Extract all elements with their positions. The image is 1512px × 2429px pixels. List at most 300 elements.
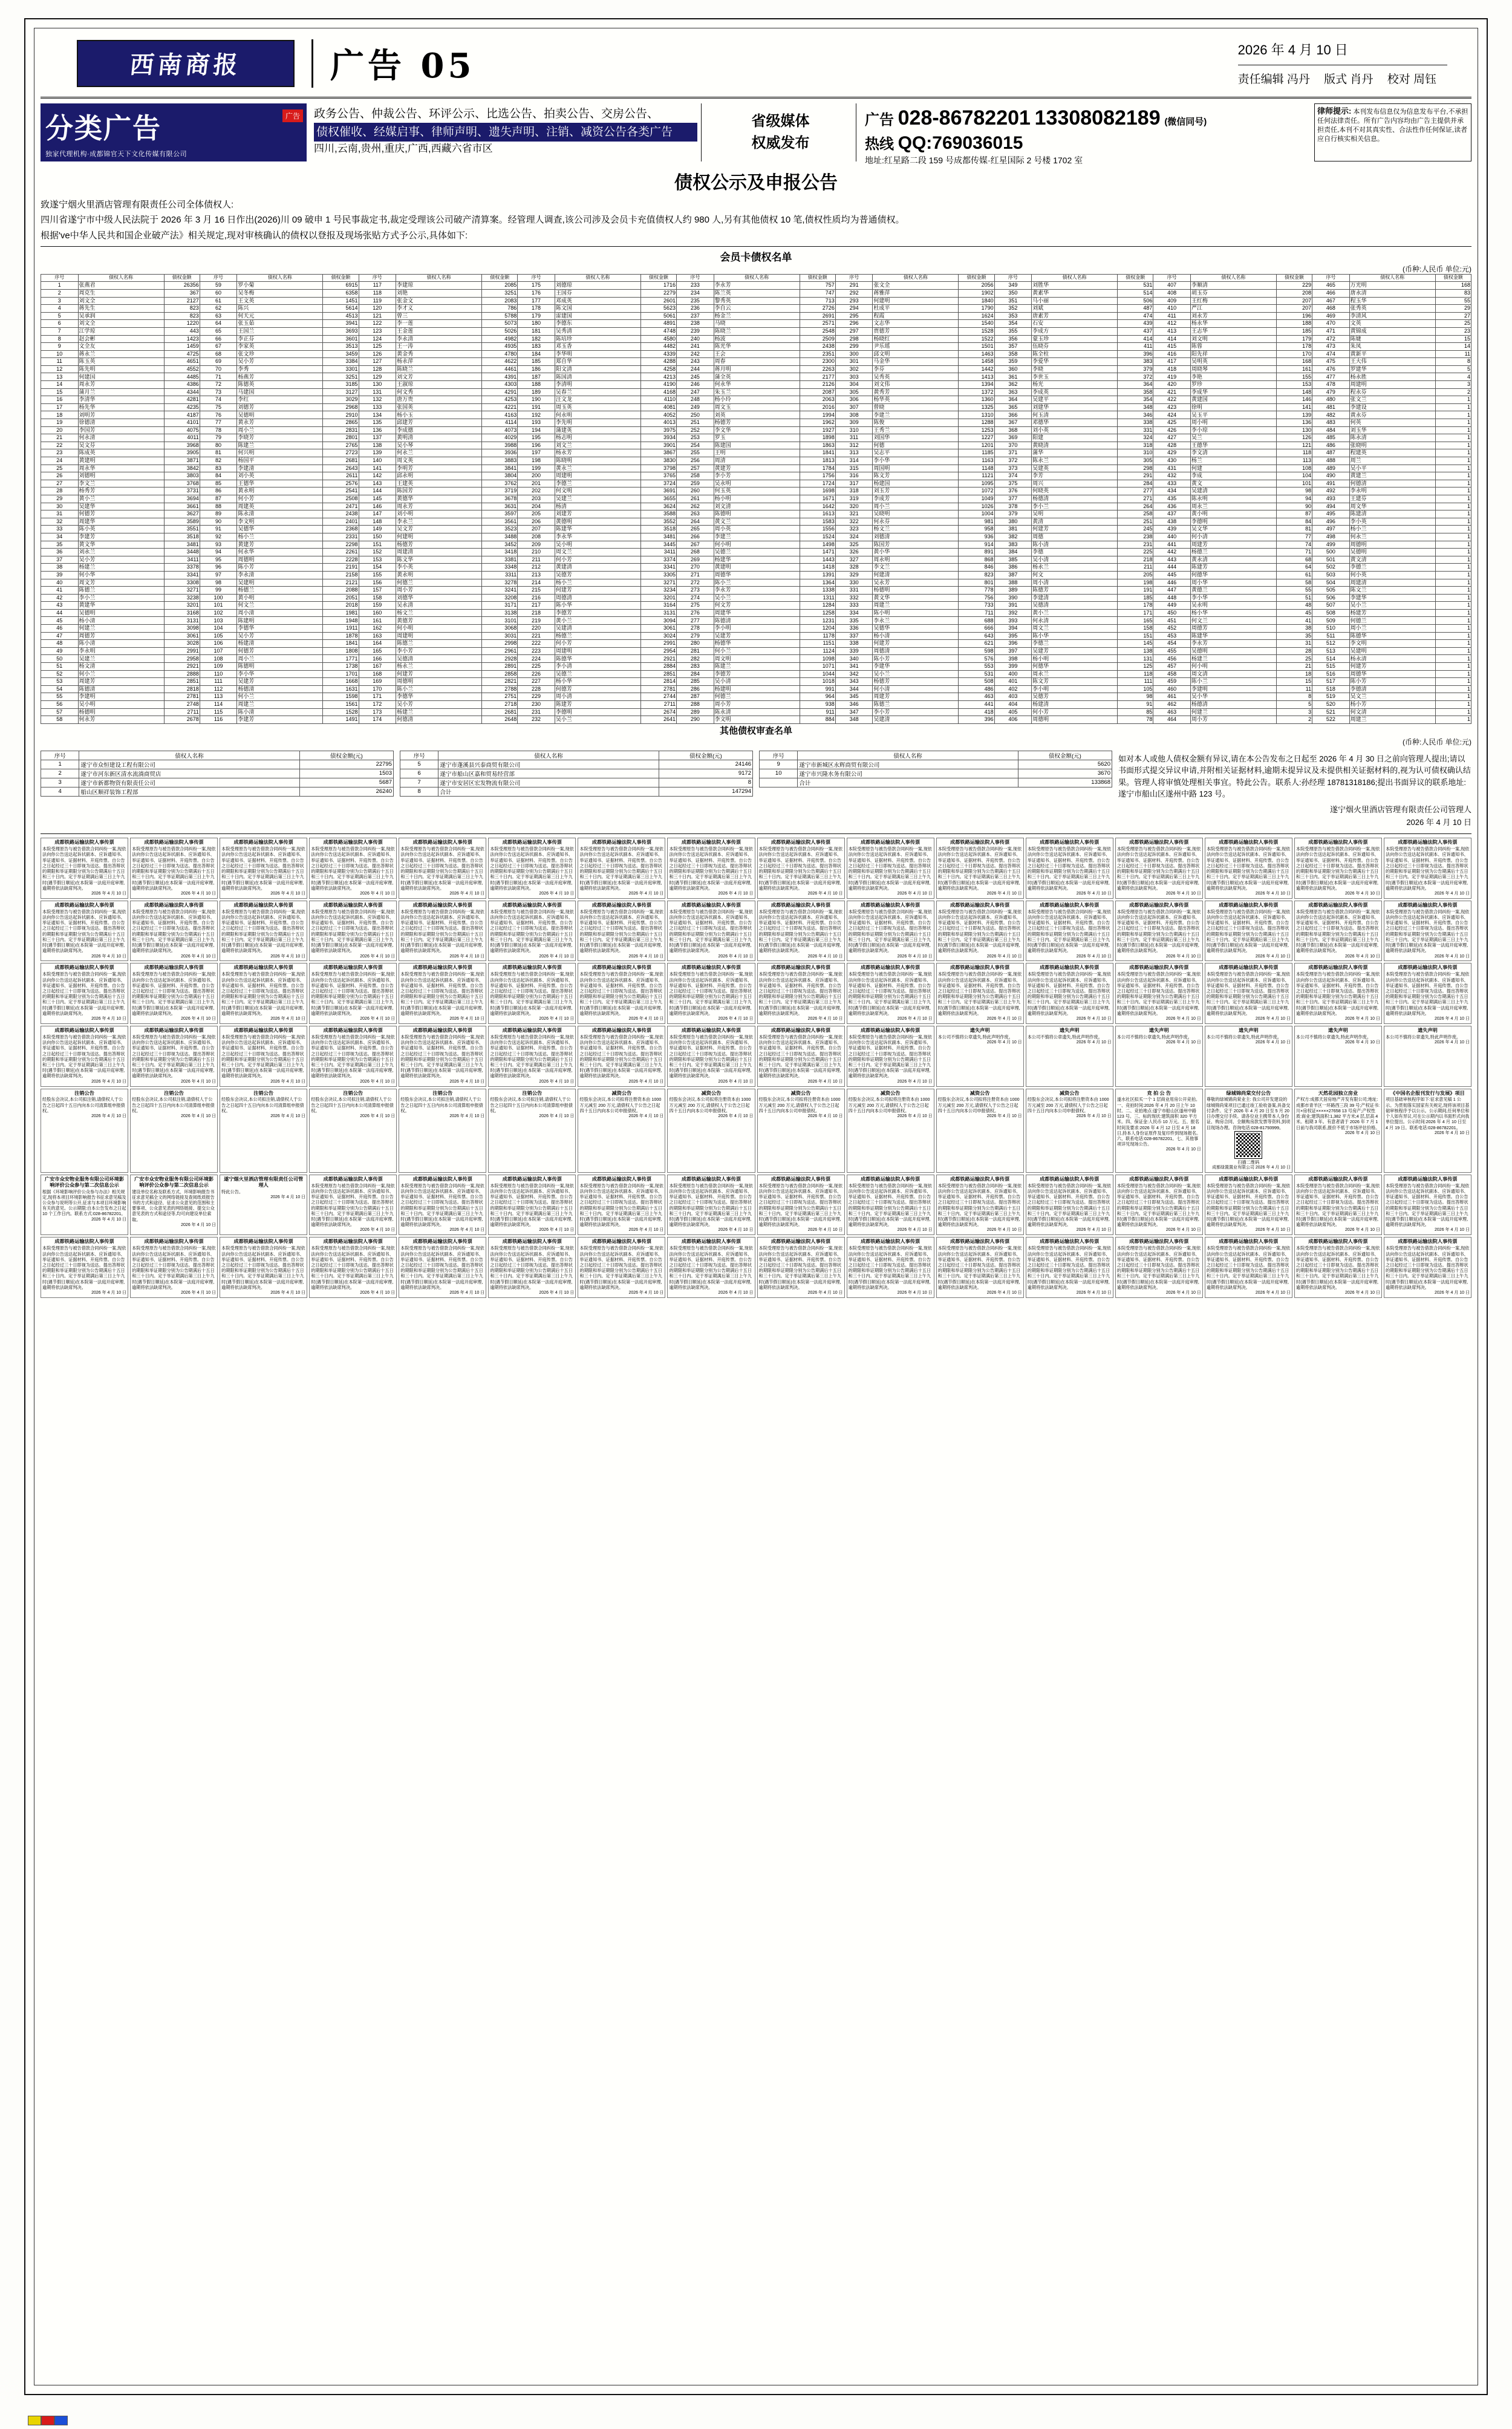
ad-title: 成都铁路运输法院人事传票 (1040, 902, 1100, 908)
table-cell: 265 (677, 526, 714, 533)
table-cell: 陈德明 (237, 663, 323, 671)
classified-ad-court-summons (41, 901, 128, 962)
table-row (400, 787, 753, 796)
ad-date: 2026 年 4 月 10 日 (1344, 1130, 1380, 1135)
classified-ad-court-summons (757, 901, 845, 962)
table-cell: 78 (1118, 716, 1153, 724)
table-cell: 陈文华 (396, 556, 482, 564)
table-cell: 288 (677, 701, 714, 709)
table-cell: 396 (994, 640, 1032, 648)
table-row (41, 343, 1471, 351)
table-cell: 2681 (323, 457, 359, 465)
ad-date: 2026 年 4 月 10 日 (449, 891, 485, 896)
table-cell: 李永兰 (873, 617, 959, 625)
table-cell: 688 (959, 617, 994, 625)
table-cell: 杨永华 (1190, 320, 1276, 328)
table-cell: 104 (1276, 472, 1312, 480)
classified-ad-court-summons (309, 1237, 397, 1298)
table-cell: 2018 (323, 602, 359, 610)
table-cell: 486 (959, 685, 994, 693)
table-cell: 黄锦成 (1349, 327, 1435, 335)
classified-ad-court-summons (220, 901, 307, 962)
table-cell: 黄晓清 (1032, 442, 1118, 449)
table-cell: 2928 (482, 655, 518, 663)
notice-body (41, 198, 1471, 243)
ad-title: 成都铁路运输法院人事传票 (502, 902, 562, 908)
ad-body: 本院受理原告与被告借款合同纠纷一案,现依法向你公告送达起诉状副本、应诉通知书、举证通知书、证据材料、开庭传票。自公告之日起经过三十日即视为送达。提出答辩状的期限和举证期限分别为公告期满后十五日和三十日内。定于举证期满后第三日上午九时(遇节假日顺延)在本院第一法庭开庭审理,逾期将依法缺席判决。 (221, 1245, 305, 1290)
ad-date: 2026 年 4 月 10 日 (91, 954, 127, 959)
ad-body: 本院受理原告与被告借款合同纠纷一案,现依法向你公告送达起诉状副本、应诉通知书、举证通知书、证据材料、开庭传票。自公告之日起经过三十日即视为送达。提出答辩状的期限和举证期限分别为公告期满后十五日和三十日内。定于举证期满后第三日上午九时(遇节假日顺延)在本院第一法庭开庭审理,逾期将依法缺席判决。 (311, 1182, 395, 1228)
table-cell: 891 (959, 549, 994, 556)
table-cell: 52 (41, 670, 79, 678)
ad-date: 2026 年 4 月 10 日 (360, 954, 396, 959)
ad-date: 2026 年 4 月 10 日 (718, 1114, 754, 1119)
table-cell: 385 (994, 556, 1032, 564)
table-row (41, 327, 1471, 335)
table-cell: 杨建兰 (396, 708, 482, 716)
ad-title: 成都铁路运输法院人事传票 (771, 840, 831, 846)
table-cell: 李小芳 (873, 708, 959, 716)
table-cell: 徐德清 (78, 419, 164, 427)
table-cell: 4482 (640, 343, 676, 351)
table-cell: 211 (1118, 564, 1153, 572)
table-cell: 3 (1276, 708, 1312, 716)
table-cell: 312 (835, 442, 873, 449)
table-cell: 23 (41, 449, 79, 457)
table-cell: 362 (994, 381, 1032, 389)
table-cell: 457 (1153, 663, 1191, 671)
table-cell: 204 (518, 503, 555, 510)
table-cell: 39 (41, 571, 79, 579)
table-cell: 4288 (640, 358, 676, 366)
table-cell: 李小明 (1032, 685, 1118, 693)
qr-code-icon[interactable] (1235, 1132, 1262, 1158)
table-cell: 269 (677, 556, 714, 564)
ad-date: 2026 年 4 月 10 日 (1076, 1114, 1112, 1119)
table-cell: 李建清 (1032, 594, 1118, 602)
table-row (41, 282, 1471, 290)
table-cell: 277 (1118, 487, 1153, 495)
table-cell: 223 (518, 647, 555, 655)
table-cell: 576 (959, 655, 994, 663)
table-cell: 260 (677, 487, 714, 495)
table-cell: 周晓琴 (1190, 365, 1276, 373)
ad-date: 2026 年 4 月 10 日 (1435, 1130, 1470, 1135)
table-row (41, 442, 1471, 449)
table-cell: 309 (835, 419, 873, 427)
table-cell: 6 (400, 769, 438, 778)
table-cell: 1049 (959, 495, 994, 503)
table-cell: 478 (1312, 381, 1350, 389)
ad-body: 经股东会决议,本公司拟将注册资本由 1000 万元减至 200 万元,请债权人于公告之日起四十五日内向本公司申报债权。 (1027, 1097, 1109, 1113)
table-row (41, 396, 1471, 404)
table-cell: 周小清 (555, 693, 640, 701)
table-cell: 465 (1312, 282, 1350, 290)
table-cell: 27 (1435, 312, 1471, 320)
table-cell: 54 (41, 685, 79, 693)
table-cell: 王大伟 (1349, 358, 1435, 366)
table-cell: 杨小清 (873, 632, 959, 640)
ad-date: 2026 年 4 月 10 日 (807, 1291, 843, 1296)
ad-body: 经股东会决议,本公司拟注销,请债权人于公告之日起四十五日内向本公司清算组申报债权。 (311, 1097, 394, 1113)
table-cell: 477 (1312, 373, 1350, 381)
table-row (41, 571, 1471, 579)
table-cell: 李成英 (1032, 388, 1118, 396)
table-cell: 338 (1118, 419, 1153, 427)
table-cell: 杨建清 (237, 640, 323, 648)
table-cell: 陈兴 (237, 305, 323, 313)
ad-body: 本院受理原告与被告借款合同纠纷一案,现依法向你公告送达起诉状副本、应诉通知书、举证通知书、证据材料、开庭传票。自公告之日起经过三十日即视为送达。提出答辩状的期限和举证期限分别为公告期满后十五日和三十日内。定于举证期满后第三日上午九时(遇节假日顺延)在本院第一法庭开庭审理,逾期将依法缺席判决。 (848, 1245, 933, 1290)
table-cell: 151 (1118, 632, 1153, 640)
table-cell: 409 (1153, 297, 1191, 305)
table-cell: 吴建兰 (555, 495, 640, 503)
table-cell: 周建兰 (873, 602, 959, 610)
table-cell: 吴永明 (1190, 602, 1276, 610)
classified-ad-court-summons (578, 838, 665, 899)
contact-phone-1[interactable]: 028-86782201 (898, 106, 1031, 129)
table-cell: 2121 (323, 579, 359, 587)
table-cell: 1 (1435, 541, 1471, 549)
ad-date: 2026 年 4 月 10 日 (1255, 1291, 1291, 1296)
table-cell: 杨德兰 (555, 632, 640, 640)
table-cell: 2126 (800, 381, 835, 389)
table-cell: 周永兰 (1190, 503, 1276, 510)
table-cell: 杨小华 (555, 678, 640, 686)
table-cell: 426 (1153, 426, 1191, 434)
table-cell: 1841 (323, 640, 359, 648)
table-cell: 3341 (640, 564, 676, 572)
table-cell: 249 (677, 403, 714, 411)
ad-date: 2026 年 4 月 10 日 (360, 1291, 396, 1296)
ad-body: 本院受理原告与被告借款合同纠纷一案,现依法向你公告送达起诉状副本、应诉通知书、举证通知书、证据材料、开庭传票。自公告之日起经过三十日即视为送达。提出答辩状的期限和举证期限分别为公告期满后十五日和三十日内。定于举证期满后第三日上午九时(遇节假日顺延)在本院第一法庭开庭审理,逾期将依法缺席判决。 (1206, 1245, 1291, 1290)
table-cell: 275 (677, 602, 714, 610)
table-cell: 2748 (164, 701, 200, 709)
table-cell: 461 (1153, 693, 1191, 701)
table-cell: 1231 (800, 617, 835, 625)
table-cell: 李永明 (1349, 487, 1435, 495)
ad-body: 本院受理原告与被告借款合同纠纷一案,现依法向你公告送达起诉状副本、应诉通知书、举证通知书、证据材料、开庭传票。自公告之日起经过三十日即视为送达。提出答辩状的期限和举证期限分别为公告期满后十五日和三十日内。定于举证期满后第三日上午九时(遇节假日顺延)在本院第一法庭开庭审理,逾期将依法缺席判决。 (758, 1034, 843, 1079)
table-cell: 1598 (323, 693, 359, 701)
table-cell: 刘小英 (237, 472, 323, 480)
ad-title: 成都铁路运输法院人事传票 (591, 840, 652, 846)
table-cell: 3168 (164, 609, 200, 617)
table-cell: 何建芳 (1032, 526, 1118, 533)
table-cell: 3624 (640, 503, 676, 510)
table-cell: 245 (1118, 526, 1153, 533)
table-cell: 1253 (959, 426, 994, 434)
table-cell: 382 (994, 533, 1032, 541)
table-cell: 周文兰 (1032, 625, 1118, 633)
table-cell: 周建芳 (78, 678, 164, 686)
ad-title: 竞 拍 公 告 (1147, 1090, 1171, 1096)
table-cell: 236 (677, 305, 714, 313)
table-cell: 何德兰 (714, 693, 800, 701)
ad-date: 2026 年 4 月 10 日 (449, 1228, 485, 1233)
ad-date: 2026 年 4 月 10 日 (270, 1195, 306, 1199)
table-cell: 130 (359, 381, 396, 389)
table-cell: 3803 (164, 472, 200, 480)
ad-body: 本院受理原告与被告借款合同纠纷一案,现依法向你公告送达起诉状副本、应诉通知书、举证通知书、证据材料、开庭传票。自公告之日起经过三十日即视为送达。提出答辩状的期限和举证期限分别为公告期满后十五日和三十日内。定于举证期满后第三日上午九时(遇节假日顺延)在本院第一法庭开庭审理,逾期将依法缺席判决。 (937, 846, 1022, 891)
table-cell: 252 (677, 426, 714, 434)
table-cell: 4073 (482, 426, 518, 434)
table-cell: 1724 (800, 480, 835, 487)
classified-ad-court-summons (757, 838, 845, 899)
table-cell: 2063 (800, 396, 835, 404)
table-cell: 5614 (323, 305, 359, 313)
table-cell: 476 (1312, 365, 1350, 373)
table-cell: 500 (1312, 549, 1350, 556)
ad-title: 成都铁路运输法院人事传票 (412, 1239, 472, 1245)
table-cell: 188 (1276, 320, 1312, 328)
table-cell: 108 (1276, 465, 1312, 472)
classified-ad-court-summons (1205, 1175, 1292, 1236)
table-row (41, 760, 394, 769)
table-cell: 253 (677, 434, 714, 442)
masthead-divider (311, 39, 313, 88)
table-cell: 203 (518, 495, 555, 503)
table-cell: 488 (1312, 457, 1350, 465)
table-cell: 89 (200, 510, 237, 518)
table-cell: 391 (994, 602, 1032, 610)
table-cell: 350 (994, 289, 1032, 297)
table-cell: 179 (1276, 335, 1312, 343)
table-cell: 264 (1118, 503, 1153, 510)
table-cell: 黄小明 (237, 594, 323, 602)
table-cell: 228 (518, 685, 555, 693)
table-cell: 陈成英 (78, 449, 164, 457)
table-cell: 17 (41, 403, 79, 411)
table-cell: 刘德琼 (555, 282, 640, 290)
table-cell: 14 (1435, 343, 1471, 351)
banner-cat-line3: 四川,云南,贵州,重庆,广西,西藏六省市区 (314, 143, 493, 155)
table-row (41, 426, 1471, 434)
table-cell: 周建芳 (1190, 541, 1276, 549)
creditor-col-header: 序号 (1153, 274, 1191, 282)
table-cell: 110 (200, 670, 237, 678)
table-cell: 464 (1153, 716, 1191, 724)
table-cell: 98 (200, 579, 237, 587)
table-cell: 2261 (323, 549, 359, 556)
table-cell: 2998 (482, 640, 518, 648)
table-cell: 224 (518, 655, 555, 663)
ad-date: 2026 年 4 月 10 日 (360, 891, 396, 896)
table-cell: 贾德芳 (873, 327, 959, 335)
table-cell: 439 (1118, 320, 1153, 328)
table-cell: 陈晓明 (555, 457, 640, 465)
table-cell: 遂宁市新都物资有限责任公司 (79, 778, 299, 787)
table-cell: 周春 (714, 358, 800, 366)
table-cell: 何德清 (1349, 480, 1435, 487)
ad-date: 2026 年 4 月 10 日 (1255, 1040, 1291, 1045)
table-cell: 2961 (482, 647, 518, 655)
table-cell: 22795 (299, 760, 393, 769)
table-cell: 801 (959, 579, 994, 587)
table-cell: 137 (359, 434, 396, 442)
ad-body: 项目基础审核程序如下:征求意见稿 1 公示。为贯彻落实国家有关规定,现将该项目基础审核程序予以公示。公示期间,任何单位和个人如有异议,可在公示期内以书面形式向我单位提出。公示时间:2026 年 4 月 10 日至 4 月 19 日。联系电话:028-86782201。 (1385, 1097, 1470, 1130)
credit-editor: 责任编辑 冯丹 (1237, 73, 1310, 86)
table-cell: 4213 (640, 373, 676, 381)
table-cell: 436 (1153, 503, 1191, 510)
ad-date: 2026 年 4 月 10 日 (539, 1291, 575, 1296)
table-row (41, 457, 1471, 465)
table-cell: 778 (959, 587, 994, 595)
table-cell: 18 (1276, 670, 1312, 678)
ad-body: 本院受理原告与被告借款合同纠纷一案,现依法向你公告送达起诉状副本、应诉通知书、举证通知书、证据材料、开庭传票。自公告之日起经过三十日即视为送达。提出答辩状的期限和举证期限分别为公告期满后十五日和三十日内。定于举证期满后第三日上午九时(遇节假日顺延)在本院第一法庭开庭审理,逾期将依法缺席判决。 (1027, 1182, 1112, 1228)
table-cell: 61 (1276, 571, 1312, 579)
table-cell: 吴小平 (1349, 465, 1435, 472)
table-cell: 1528 (323, 708, 359, 716)
creditor-table (41, 274, 1471, 724)
table-cell: 1738 (323, 663, 359, 671)
ad-date: 2026 年 4 月 10 日 (897, 1114, 933, 1119)
ad-title: 成都铁路运输法院人事传票 (502, 965, 562, 971)
table-row (41, 419, 1471, 427)
table-cell: 2788 (482, 685, 518, 693)
table-cell: 杜成平 (873, 305, 959, 313)
table-cell: 1671 (800, 495, 835, 503)
ad-title: 成都铁路运输法院人事传票 (412, 1028, 472, 1034)
table-cell: 55 (1276, 587, 1312, 595)
ad-body: 本院受理原告与被告借款合同纠纷一案,现依法向你公告送达起诉状副本、应诉通知书、举证通知书、证据材料、开庭传票。自公告之日起经过三十日即视为送达。提出答辩状的期限和举证期限分别为公告期满后十五日和三十日内。定于举证期满后第三日上午九时(遇节假日顺延)在本院第一法庭开庭审理,逾期将依法缺席判决。 (579, 1245, 663, 1290)
table-cell (760, 778, 798, 787)
classified-ad-legal-notice (309, 1089, 397, 1173)
table-cell: 吴德华 (237, 526, 323, 533)
table-cell: 吴德兰 (714, 549, 800, 556)
table-cell: 733 (959, 602, 994, 610)
ad-body: 本院受理原告与被告借款合同纠纷一案,现依法向你公告送达起诉状副本、应诉通知书、举证通知书、证据材料、开庭传票。自公告之日起经过三十日即视为送达。提出答辩状的期限和举证期限分别为公告期满后十五日和三十日内。定于举证期满后第三日上午九时(遇节假日顺延)在本院第一法庭开庭审理,逾期将依法缺席判决。 (579, 846, 663, 891)
table-row (41, 594, 1471, 602)
ad-title: 成都铁路运输法院人事传票 (1040, 1239, 1100, 1245)
table-cell: 1 (1435, 693, 1471, 701)
table-cell: 黄明清 (396, 434, 482, 442)
table-cell: 513 (1312, 647, 1350, 655)
table-row (41, 297, 1471, 305)
table-cell: 2865 (323, 419, 359, 427)
table-cell: 318 (835, 487, 873, 495)
table-cell: 345 (835, 693, 873, 701)
table-cell: 3693 (323, 327, 359, 335)
table-cell: 2401 (323, 518, 359, 526)
classified-ad-legal-notice (1205, 1026, 1292, 1087)
table-cell: 王德华 (237, 480, 323, 487)
classified-ad-legal-notice (488, 1089, 576, 1173)
table-cell: 4580 (640, 335, 676, 343)
table-cell: 1 (1435, 647, 1471, 655)
ad-title: 成都铁路运输法院人事传票 (1308, 902, 1368, 908)
table-cell: 274 (677, 594, 714, 602)
table-cell: 周建芳 (873, 693, 959, 701)
ad-date: 2026 年 4 月 10 日 (718, 1291, 754, 1296)
table-cell: 284 (677, 670, 714, 678)
table-cell: 2471 (323, 503, 359, 510)
table-cell: 9 (760, 760, 798, 769)
contact-qq[interactable]: QQ:769036015 (898, 133, 1023, 154)
ad-date: 2026 年 4 月 10 日 (1435, 1040, 1470, 1045)
table-cell: 李文明 (714, 716, 800, 724)
table-cell: 杨永萍 (396, 358, 482, 366)
table-cell: 罗玉 (714, 434, 800, 442)
ad-title: 成都铁路运输法院人事传票 (1129, 840, 1189, 846)
table-cell: 70 (200, 365, 237, 373)
table-cell: 189 (518, 388, 555, 396)
table-cell: 229 (1276, 282, 1312, 290)
ad-title: 成都铁路运输法院人事传票 (412, 840, 472, 846)
table-cell: 3552 (640, 518, 676, 526)
table-cell: 483 (1312, 419, 1350, 427)
ad-body: 本院受理原告与被告借款合同纠纷一案,现依法向你公告送达起诉状副本、应诉通知书、举证通知书、证据材料、开庭传票。自公告之日起经过三十日即视为送达。提出答辩状的期限和举证期限分别为公告期满后十五日和三十日内。定于举证期满后第三日上午九时(遇节假日顺延)在本院第一法庭开庭审理,逾期将依法缺席判决。 (1027, 846, 1112, 891)
ad-title: 成都铁路运输法院人事传票 (1040, 840, 1100, 846)
ad-title: 注销公告 (522, 1090, 543, 1096)
table-cell: 11 (1276, 685, 1312, 693)
table-cell: 2884 (640, 663, 676, 671)
creditor-col-header: 债权金额 (1118, 274, 1153, 282)
table-cell: 1 (1435, 465, 1471, 472)
table-cell: 陈玉英 (78, 358, 164, 366)
table-cell: 3251 (482, 289, 518, 297)
ad-title: 成都铁路运输法院人事传票 (771, 1239, 831, 1245)
ad-title: 成都铁路运输法院人事传票 (323, 840, 383, 846)
table-cell: 162 (359, 625, 396, 633)
ad-body: 本院受理原告与被告借款合同纠纷一案,现依法向你公告送达起诉状副本、应诉通知书、举证通知书、证据材料、开庭传票。自公告之日起经过三十日即视为送达。提出答辩状的期限和举证期限分别为公告期满后十五日和三十日内。定于举证期满后第三日上午九时(遇节假日顺延)在本院第一法庭开庭审理,逾期将依法缺席判决。 (42, 1034, 126, 1079)
table-cell: 吴小芳 (237, 358, 323, 366)
table-cell: 刘文清 (714, 503, 800, 510)
table-cell: 何玉英 (714, 487, 800, 495)
table-cell: 364 (994, 396, 1032, 404)
table-cell: 315 (835, 465, 873, 472)
table-cell: 337 (835, 632, 873, 640)
table-cell: 李小英 (1349, 518, 1435, 526)
table-cell: 3934 (640, 434, 676, 442)
table-cell: 李建明 (78, 693, 164, 701)
ad-title: 减资公告 (1059, 1090, 1080, 1096)
table-row (41, 381, 1471, 389)
table-cell: 陈建明 (237, 617, 323, 625)
table-cell: 447 (1153, 587, 1191, 595)
table-cell: 1 (1435, 701, 1471, 709)
table-cell: 4391 (482, 373, 518, 381)
table-cell: 287 (677, 693, 714, 701)
other-claims-table-1-wrap (41, 751, 394, 829)
ad-title: 遗失声明 (1059, 1028, 1080, 1034)
table-cell: 吴志平 (873, 449, 959, 457)
table-cell: 1 (1435, 663, 1471, 671)
table-cell: 27 (41, 480, 79, 487)
ad-body: 本院受理原告与被告借款合同纠纷一案,现依法向你公告送达起诉状副本、应诉通知书、举证通知书、证据材料、开庭传票。自公告之日起经过三十日即视为送达。提出答辩状的期限和举证期限分别为公告期满后十五日和三十日内。定于举证期满后第三日上午九时(遇节假日顺延)在本院第一法庭开庭审理,逾期将依法缺席判决。 (848, 1034, 933, 1079)
table-row (41, 487, 1471, 495)
ad-title: 减资公告 (880, 1090, 901, 1096)
table-cell: 86 (200, 487, 237, 495)
table-cell: 358 (1118, 388, 1153, 396)
ad-body: 经股东会决议,本公司拟将注册资本由 1000 万元减至 200 万元,请债权人于公告之日起四十五日内向本公司申报债权。 (579, 1097, 662, 1113)
ad-title: 成都铁路运输法院人事传票 (1308, 1239, 1368, 1245)
ad-title: 注销公告 (164, 1090, 184, 1096)
other-col-header: 债权金额(元) (1018, 751, 1112, 760)
table-row (41, 549, 1471, 556)
table-cell: 120 (359, 305, 396, 313)
table-cell: 31 (1276, 640, 1312, 648)
classified-ad-env-notice (41, 1175, 128, 1236)
table-cell: 吴建华 (78, 503, 164, 510)
table-cell: 427 (1153, 434, 1191, 442)
contact-phone-2[interactable]: 13308082189 (1034, 106, 1161, 129)
ad-date: 2026 年 4 月 10 日 (181, 891, 217, 896)
ad-title: 成都铁路运输法院人事传票 (771, 1176, 831, 1182)
table-cell: 411 (1118, 343, 1153, 351)
classified-ad-court-summons (936, 963, 1024, 1024)
table-cell: 392 (994, 609, 1032, 617)
table-cell: 414 (1118, 335, 1153, 343)
table-cell: 366 (994, 411, 1032, 419)
